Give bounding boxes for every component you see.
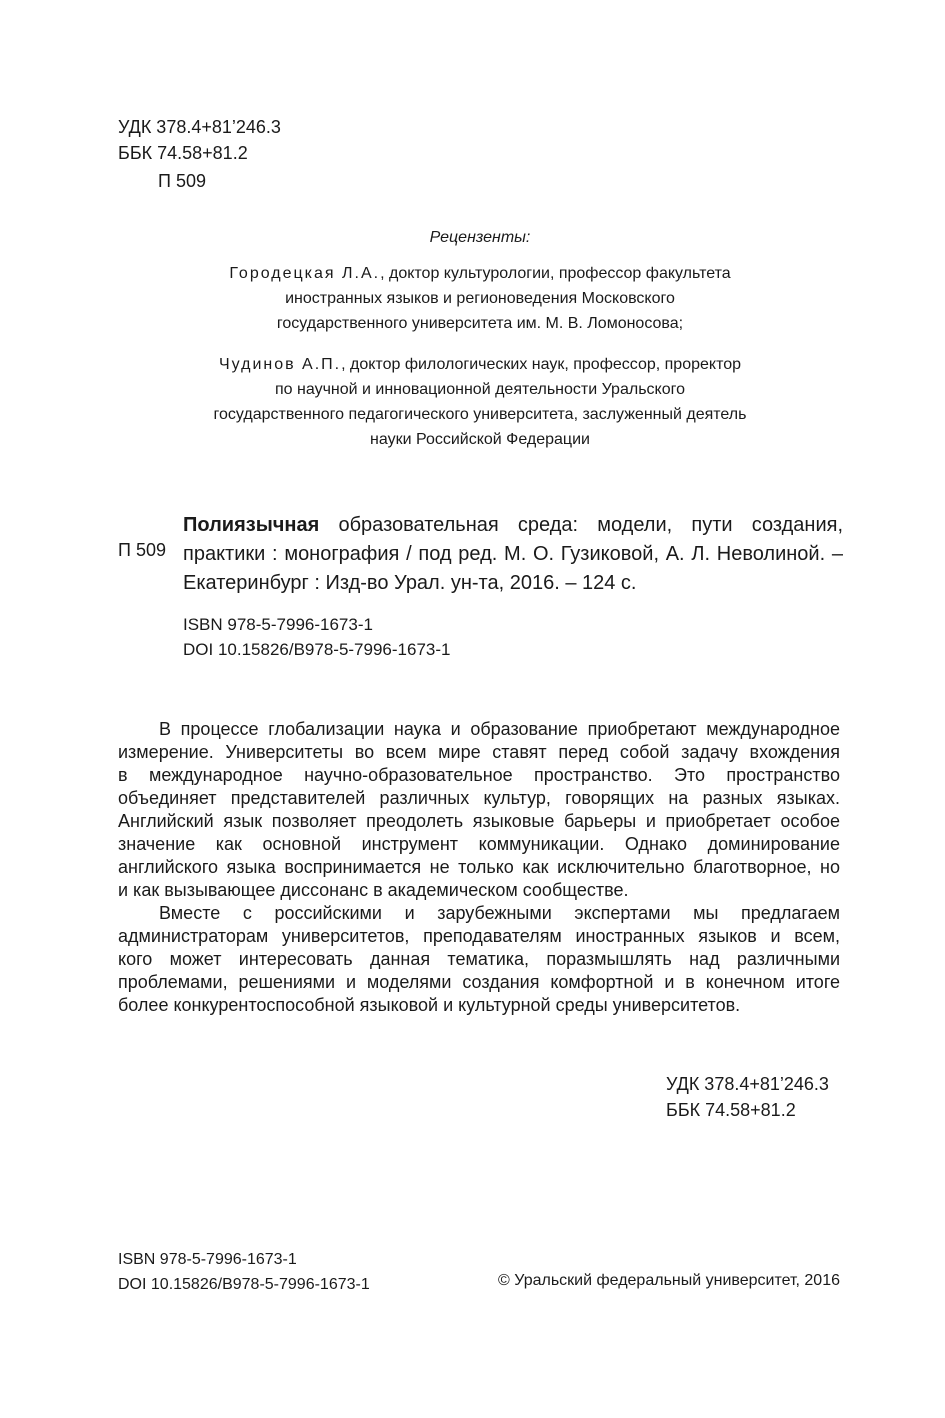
footer-classification-codes <box>666 1071 829 1123</box>
abstract-paragraph-1: В процессе глобализации наука и образование приобретают международное измерение. Университеты во всем мире ставят перед собой задачу вхождения в международное научно-образовательное пространство. Это пространство объединяет представителей различных культур, говорящих на разных языках. Английский язык позволяет преодолеть языковые барьеры и приобретает особое значение как основной инструмент коммуникации. Однако доминирование английского языка воспринимается не только как исключительно благотворное, но и как вызывающее диссонанс в академическом сообществе. <box>118 719 840 900</box>
doi: DOI 10.15826/B978-5-7996-1673-1 <box>183 640 451 659</box>
biblio-author-mark: П 509 <box>118 540 166 560</box>
bbk-code: ББК 74.58+81.2 <box>118 143 248 163</box>
bibliographic-record: Полиязычная образовательная среда: модели, пути создания, практики : монография / под ред. М. О. Гузиковой, А. Л. Неволиной. – Екатеринбург : Изд-во Урал. ун-та, 2016. – 124 с. <box>183 514 843 594</box>
author-mark: П 509 <box>158 171 206 191</box>
reviewer-2-name: Чудинов А.П. <box>218 356 342 373</box>
footer-bbk-code: ББК 74.58+81.2 <box>666 1100 796 1120</box>
copyright: © Уральский федеральный университет, 2016 <box>498 1272 840 1289</box>
footer-udk-code: УДК 378.4+81’246.3 <box>666 1074 829 1094</box>
bottom-isbn: ISBN 978-5-7996-1673-1 <box>118 1251 297 1268</box>
bottom-doi: DOI 10.15826/B978-5-7996-1673-1 <box>118 1276 370 1293</box>
isbn: ISBN 978-5-7996-1673-1 <box>183 615 373 634</box>
udk-code: УДК 378.4+81’246.3 <box>118 117 281 137</box>
bottom-isbn-doi <box>118 1247 370 1297</box>
reviewer-2: Чудинов А.П., доктор филологических наук, профессор, проректор по научной и инновационной деятельности Уральского государственного педагогического университета, заслуженный деятель науки Российской Федерации <box>213 356 747 448</box>
reviewers-title: Рецензенты: <box>429 229 531 246</box>
book-title-bold: Полиязычная <box>183 514 320 536</box>
reviewer-1-name: Городецкая Л.А. <box>229 265 381 282</box>
isbn-doi-block <box>183 612 450 662</box>
reviewer-1: Городецкая Л.А., доктор культурологии, профессор факультета иностранных языков и регионоведения Московского государственного университета им. М. В. Ломоносова; <box>229 265 731 332</box>
abstract-paragraph-2: Вместе с российскими и зарубежными экспертами мы предлагаем администраторам университетов, преподавателям иностранных языков и всем, кого может интересовать данная тематика, поразмышлять над различными проблемами, решениями и моделями создания комфортной и в конечном итоге более конкурентоспособной языковой и культурной среды университетов. <box>118 903 840 1015</box>
abstract <box>118 718 840 1017</box>
classification-codes <box>118 114 281 166</box>
